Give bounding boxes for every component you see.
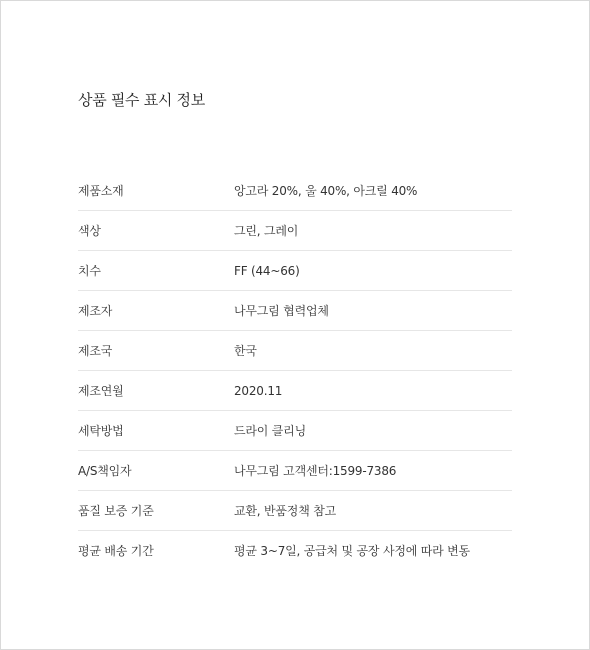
info-value: 교환, 반품정책 참고 bbox=[234, 504, 336, 518]
info-value: 한국 bbox=[234, 344, 257, 358]
info-label: A/S책임자 bbox=[78, 464, 132, 478]
info-value: 2020.11 bbox=[234, 383, 283, 398]
product-info-table bbox=[78, 171, 512, 570]
info-label: 색상 bbox=[78, 224, 101, 238]
info-row-color bbox=[78, 211, 512, 251]
info-row-manufacture-date bbox=[78, 371, 512, 411]
info-value: 나무그림 협력업체 bbox=[234, 304, 329, 318]
info-label: 세탁방법 bbox=[78, 424, 124, 438]
info-value: 나무그림 고객센터:1599-7386 bbox=[234, 464, 397, 478]
info-label: 품질 보증 기준 bbox=[78, 504, 154, 518]
info-row-delivery-period bbox=[78, 531, 512, 570]
info-row-as-contact bbox=[78, 451, 512, 491]
info-label: 제품소재 bbox=[78, 184, 124, 198]
info-label: 치수 bbox=[78, 264, 101, 278]
info-value: 그린, 그레이 bbox=[234, 224, 299, 238]
info-label: 제조국 bbox=[78, 344, 113, 358]
info-row-quality-guarantee bbox=[78, 491, 512, 531]
info-value: 드라이 클리닝 bbox=[234, 424, 306, 438]
info-label: 제조연월 bbox=[78, 384, 124, 398]
info-value: 앙고라 20%, 울 40%, 아크릴 40% bbox=[234, 184, 418, 198]
info-row-size bbox=[78, 251, 512, 291]
info-row-country bbox=[78, 331, 512, 371]
section-title: 상품 필수 표시 정보 bbox=[78, 91, 205, 109]
info-label: 제조자 bbox=[78, 304, 113, 318]
info-value: FF (44~66) bbox=[234, 263, 300, 278]
info-value: 평균 3~7일, 공급처 및 공장 사정에 따라 변동 bbox=[234, 544, 470, 558]
info-row-manufacturer bbox=[78, 291, 512, 331]
info-label: 평균 배송 기간 bbox=[78, 544, 154, 558]
info-row-washing bbox=[78, 411, 512, 451]
info-row-material bbox=[78, 171, 512, 211]
